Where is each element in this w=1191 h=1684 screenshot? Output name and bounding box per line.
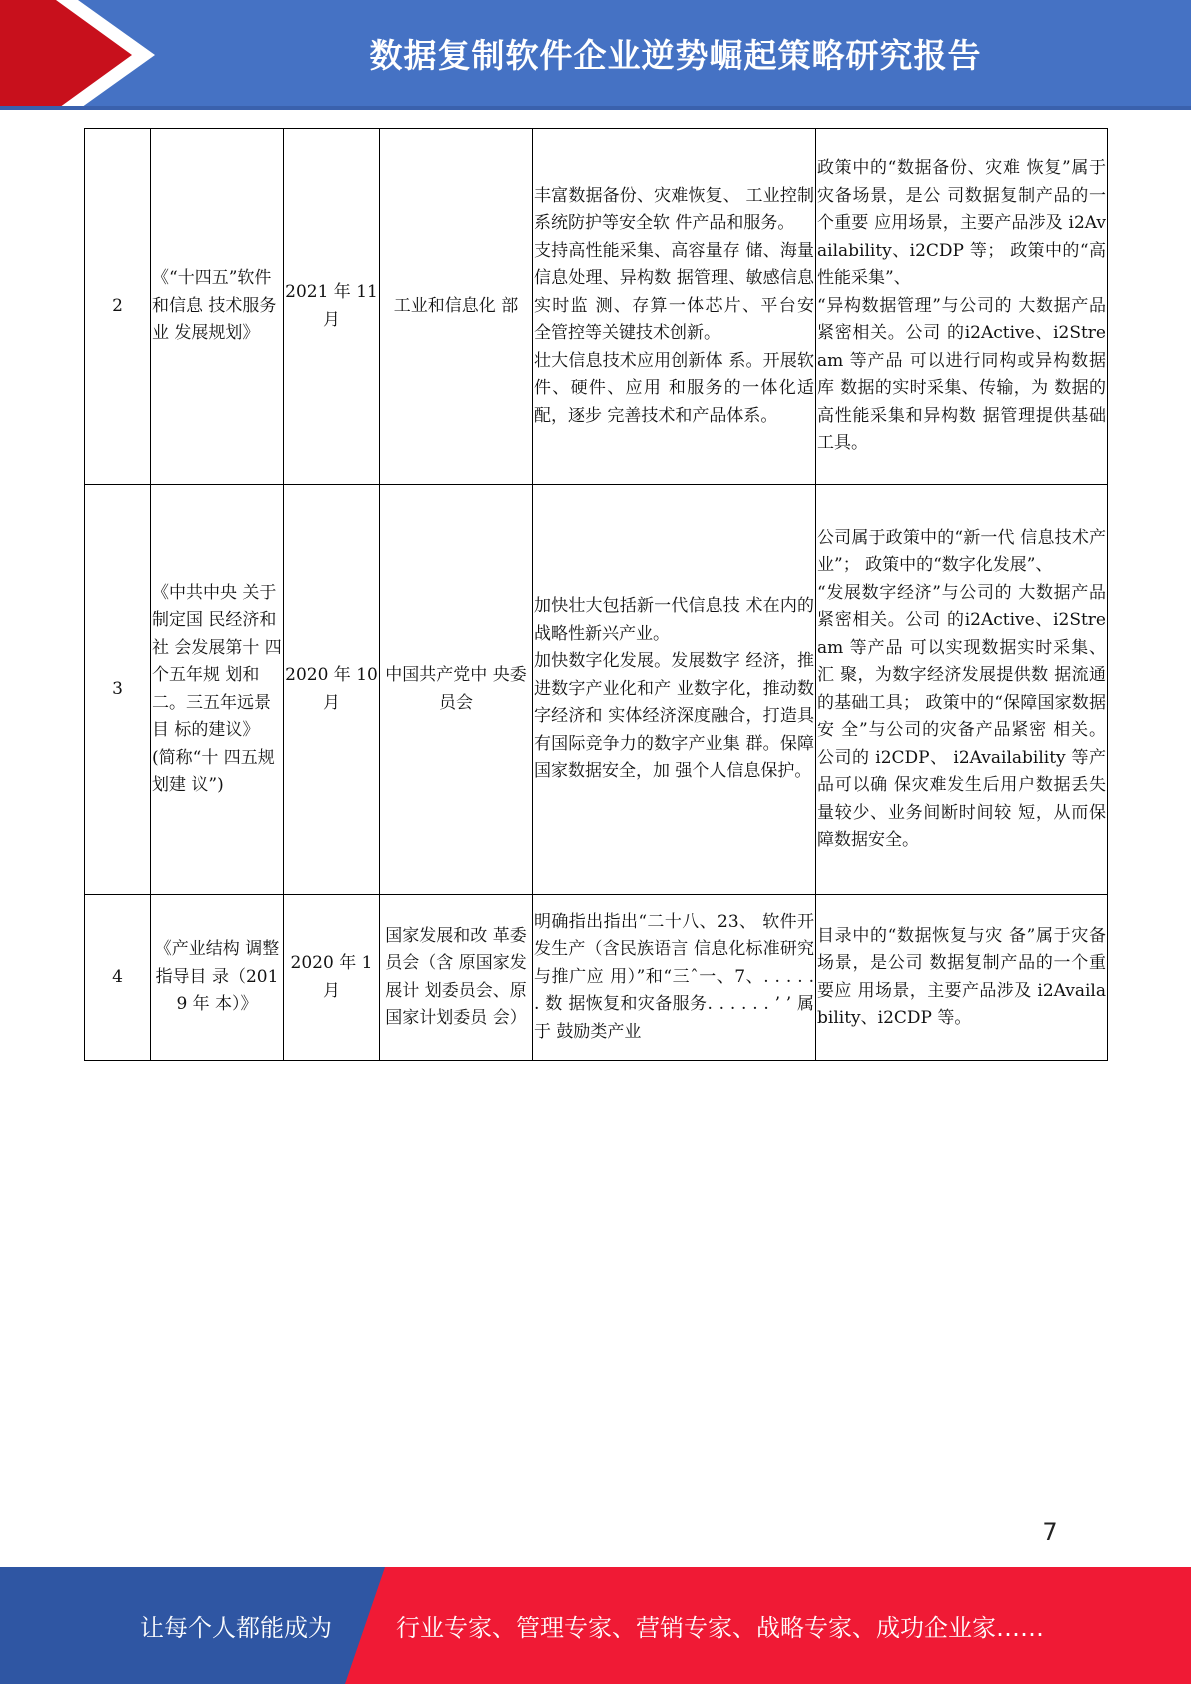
content-paragraph: 明确指出指出“二十八、23、 软件开发生产（含民族语言 信息化标准研究与推广应 用）”和“三ˆ一、7、. . . . . . 数 据恢复和灾备服务. . . . . . ’ ’ 属于 鼓励类产业	[534, 911, 814, 1042]
table-row	[85, 485, 1108, 895]
policy-content	[533, 129, 816, 485]
relation-paragraph: “异构数据管理”与公司的 大数据产品紧密相关。公司 的i2Active、i2Stream 等产品 可以进行同构或异构数据库 数据的实时采集、传输，为 数据的高性能采集和异构数 据管理提供基础工具。	[817, 295, 1106, 454]
table-row	[85, 129, 1108, 485]
policy-content	[533, 895, 816, 1061]
red-chevron-decoration	[0, 0, 150, 110]
footer-slogan-left: 让每个人都能成为	[140, 1614, 332, 1642]
policy-name: 《“十四五”软件和信息 技术服务业 发展规划》	[151, 129, 284, 485]
relation-paragraph: 目录中的“数据恢复与灾 备”属于灾备场景，是公司 数据复制产品的一个重要应 用场景，主要产品涉及 i2Availability、i2CDP 等。	[817, 925, 1106, 1028]
table-row	[85, 895, 1108, 1061]
row-number: 3	[85, 485, 151, 895]
content-paragraph: 支持高性能采集、高容量存 储、海量信息处理、异构数 据管理、敏感信息实时监 测、存算一体芯片、平台安 全管控等关键技术创新。	[534, 240, 814, 344]
content-paragraph: 加快数字化发展。发展数字 经济，推进数字产业化和产 业数字化，推动数字经济和 实体经济深度融合，打造具 有国际竞争力的数字产业集 群。保障国家数据安全，加 强个人信息保护。	[534, 651, 814, 782]
policy-date: 2021 年 11 月	[284, 129, 380, 485]
issuing-org: 中国共产党中 央委员会	[380, 485, 533, 895]
page-header	[0, 0, 1191, 110]
row-number: 2	[85, 129, 151, 485]
content-paragraph: 加快壮大包括新一代信息技 术在内的战略性新兴产业。	[534, 596, 814, 644]
relation-paragraph: 政策中的“数据备份、灾难 恢复”属于灾备场景，是公 司数据复制产品的一个重要 应用场景，主要产品涉及 i2Availability、i2CDP 等； 政策中的“高性能采集”、	[817, 158, 1106, 289]
policy-content	[533, 485, 816, 895]
company-relation	[816, 129, 1108, 485]
company-relation	[816, 485, 1108, 895]
policy-date: 2020 年 10 月	[284, 485, 380, 895]
policy-name: 《中共中央 关于制定国 民经济和社 会发展第十 四个五年规 划和二。三五年远景目 标的建议》 (简称“十 四五规划建 议”)	[151, 485, 284, 895]
report-title: 数据复制软件企业逆势崛起策略研究报告	[369, 35, 982, 75]
policy-date: 2020 年 1 月	[284, 895, 380, 1061]
page-number: 7	[1042, 1518, 1058, 1546]
row-number: 4	[85, 895, 151, 1061]
policy-table	[84, 128, 1108, 1061]
policy-name: 《产业结构 调整指导目 录（2019 年 本）》	[151, 895, 284, 1061]
issuing-org: 工业和信息化 部	[380, 129, 533, 485]
content-paragraph: 壮大信息技术应用创新体 系。开展软件、硬件、应用 和服务的一体化适配，逐步 完善技术和产品体系。	[534, 350, 814, 426]
relation-paragraph: 公司属于政策中的“新一代 信息技术产业”； 政策中的“数字化发展”、	[817, 527, 1106, 575]
page-footer	[0, 1567, 1191, 1684]
content-paragraph: 丰富数据备份、灾难恢复、 工业控制系统防护等安全软 件产品和服务。	[534, 185, 814, 234]
footer-slogan-right: 行业专家、管理专家、营销专家、战略专家、成功企业家……	[396, 1614, 1044, 1642]
company-relation	[816, 895, 1108, 1061]
header-underline	[0, 106, 1191, 110]
relation-paragraph: “发展数字经济”与公司的 大数据产品紧密相关。公司 的i2Active、i2Stream 等产品 可以实现数据实时采集、汇 聚，为数字经济发展提供数 据流通的基础工具； 政策中的“保障国家数据安 全”与公司的灾备产品紧密 相关。 公司的 i2CDP、 i2Availability 等产品可以确 保灾难发生后用户数据丢失量较少、业务间断时间较 短，从而保障数据安全。	[817, 582, 1106, 850]
issuing-org: 国家发展和改 革委员会（含 原国家发展计 划委员会、原 国家计划委员 会）	[380, 895, 533, 1061]
